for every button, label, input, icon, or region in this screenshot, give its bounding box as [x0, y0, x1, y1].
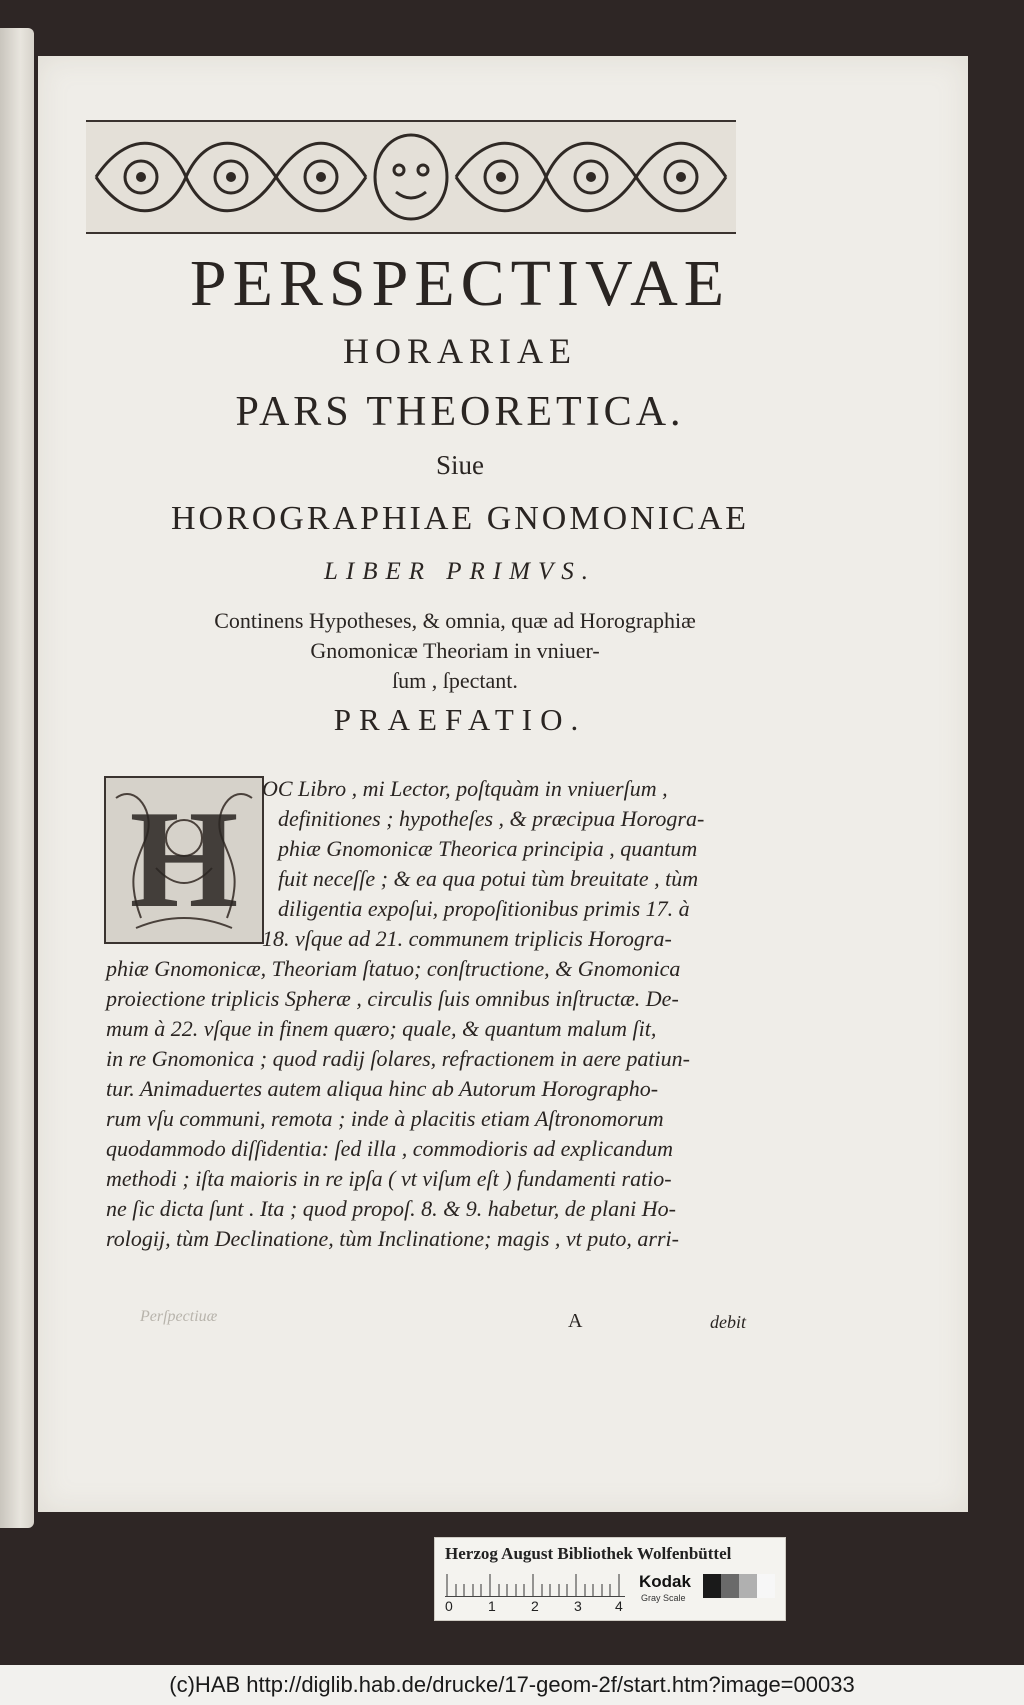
body-line: phiæ Gnomonicæ, Theoriam ſtatuo; conſtructione, & Gnomonica	[106, 956, 681, 981]
ornament-graphic	[86, 122, 736, 232]
contents-summary	[90, 606, 820, 696]
body-line: diligentia expoſui, propoſitionibus primis 17. à	[278, 896, 690, 921]
title-line-6: LIBER PRIMVS.	[323, 558, 596, 585]
body-line: methodi ; iſta maioris in re ipſa ( vt viſum eſt ) fundamenti ratio-	[106, 1166, 672, 1191]
contents-line: ſum , ſpectant.	[392, 668, 518, 693]
body-line: quodammodo diſſidentia: ſed illa , commodioris ad explicandum	[106, 1136, 674, 1161]
headpiece-ornament	[86, 120, 736, 234]
catchword: debit	[710, 1312, 746, 1332]
title-line-2: HORARIAE	[343, 331, 577, 371]
body-line: phiæ Gnomonicæ Theorica principia , quantum	[278, 836, 698, 861]
ruler-number: 1	[488, 1598, 496, 1614]
swatch-dark-gray	[721, 1574, 739, 1598]
swatch-black	[703, 1574, 721, 1598]
title-line-3: PARS THEORETICA.	[235, 389, 685, 435]
contents-line: Continens Hypotheses, & omnia, quæ ad Horographiæ	[214, 608, 696, 633]
initial-letter: H	[129, 782, 239, 937]
ruler-number: 2	[531, 1598, 539, 1614]
bleed-through-text: Perſpectiuæ	[140, 1308, 218, 1325]
body-line: rum vſu communi, remota ; inde à placitis etiam Aſtronomorum	[106, 1106, 664, 1131]
gray-scale-swatches	[703, 1574, 775, 1598]
signature-mark: A	[568, 1310, 583, 1332]
title-line-1: PERSPECTIVAE	[189, 247, 731, 320]
gray-scale-label: Gray Scale	[641, 1593, 686, 1603]
body-line: 18. vſque ad 21. communem triplicis Horogra-	[262, 926, 672, 951]
library-label	[434, 1537, 786, 1621]
ruler-number: 4	[615, 1598, 623, 1614]
body-line: in re Gnomonica ; quod radij ſolares, refractionem in aere patiun-	[106, 1046, 690, 1071]
body-line: fuit neceſſe ; & ea qua potui tùm breuitate , tùm	[278, 866, 699, 891]
swatch-white	[757, 1574, 775, 1598]
body-line: rologij, tùm Declinatione, tùm Inclinatione; magis , vt puto, arri-	[106, 1226, 679, 1251]
copyright-footer: (c)HAB http://diglib.hab.de/drucke/17-geom-2f/start.htm?image=00033	[0, 1665, 1024, 1705]
title-line-4: Siue	[435, 450, 484, 480]
body-line: mum à 22. vſque in finem quæro; quale, & quantum malum ſit,	[106, 1016, 657, 1041]
measurement-ruler	[445, 1574, 625, 1597]
preface-heading: PRAEFATIO.	[333, 702, 587, 737]
facing-page-edge	[0, 28, 34, 1528]
body-line: OC Libro , mi Lector, poſtquàm in vniuerſum ,	[262, 776, 668, 801]
contents-line: Gnomonicæ Theoriam in vniuer-	[310, 638, 600, 663]
ruler-number: 3	[574, 1598, 582, 1614]
body-line: tur. Animaduertes autem aliqua hinc ab Autorum Horographo-	[106, 1076, 659, 1101]
swatch-light-gray	[739, 1574, 757, 1598]
body-line: definitiones ; hypotheſes , & præcipua Horogra-	[278, 806, 705, 831]
body-line: proiectione triplicis Spheræ , circulis ſuis omnibus inſtructæ. De-	[106, 986, 679, 1011]
ruler-ticks	[445, 1574, 625, 1596]
body-line: ne ſic dicta ſunt . Ita ; quod propoſ. 8. & 9. habetur, de plani Ho-	[106, 1196, 676, 1221]
title-line-5: HOROGRAPHIAE GNOMONICAE	[170, 500, 750, 537]
decorated-initial	[104, 776, 264, 944]
library-name: Herzog August Bibliothek Wolfenbüttel	[445, 1544, 732, 1563]
ruler-number: 0	[445, 1598, 453, 1614]
kodak-logo: Kodak	[639, 1572, 691, 1591]
